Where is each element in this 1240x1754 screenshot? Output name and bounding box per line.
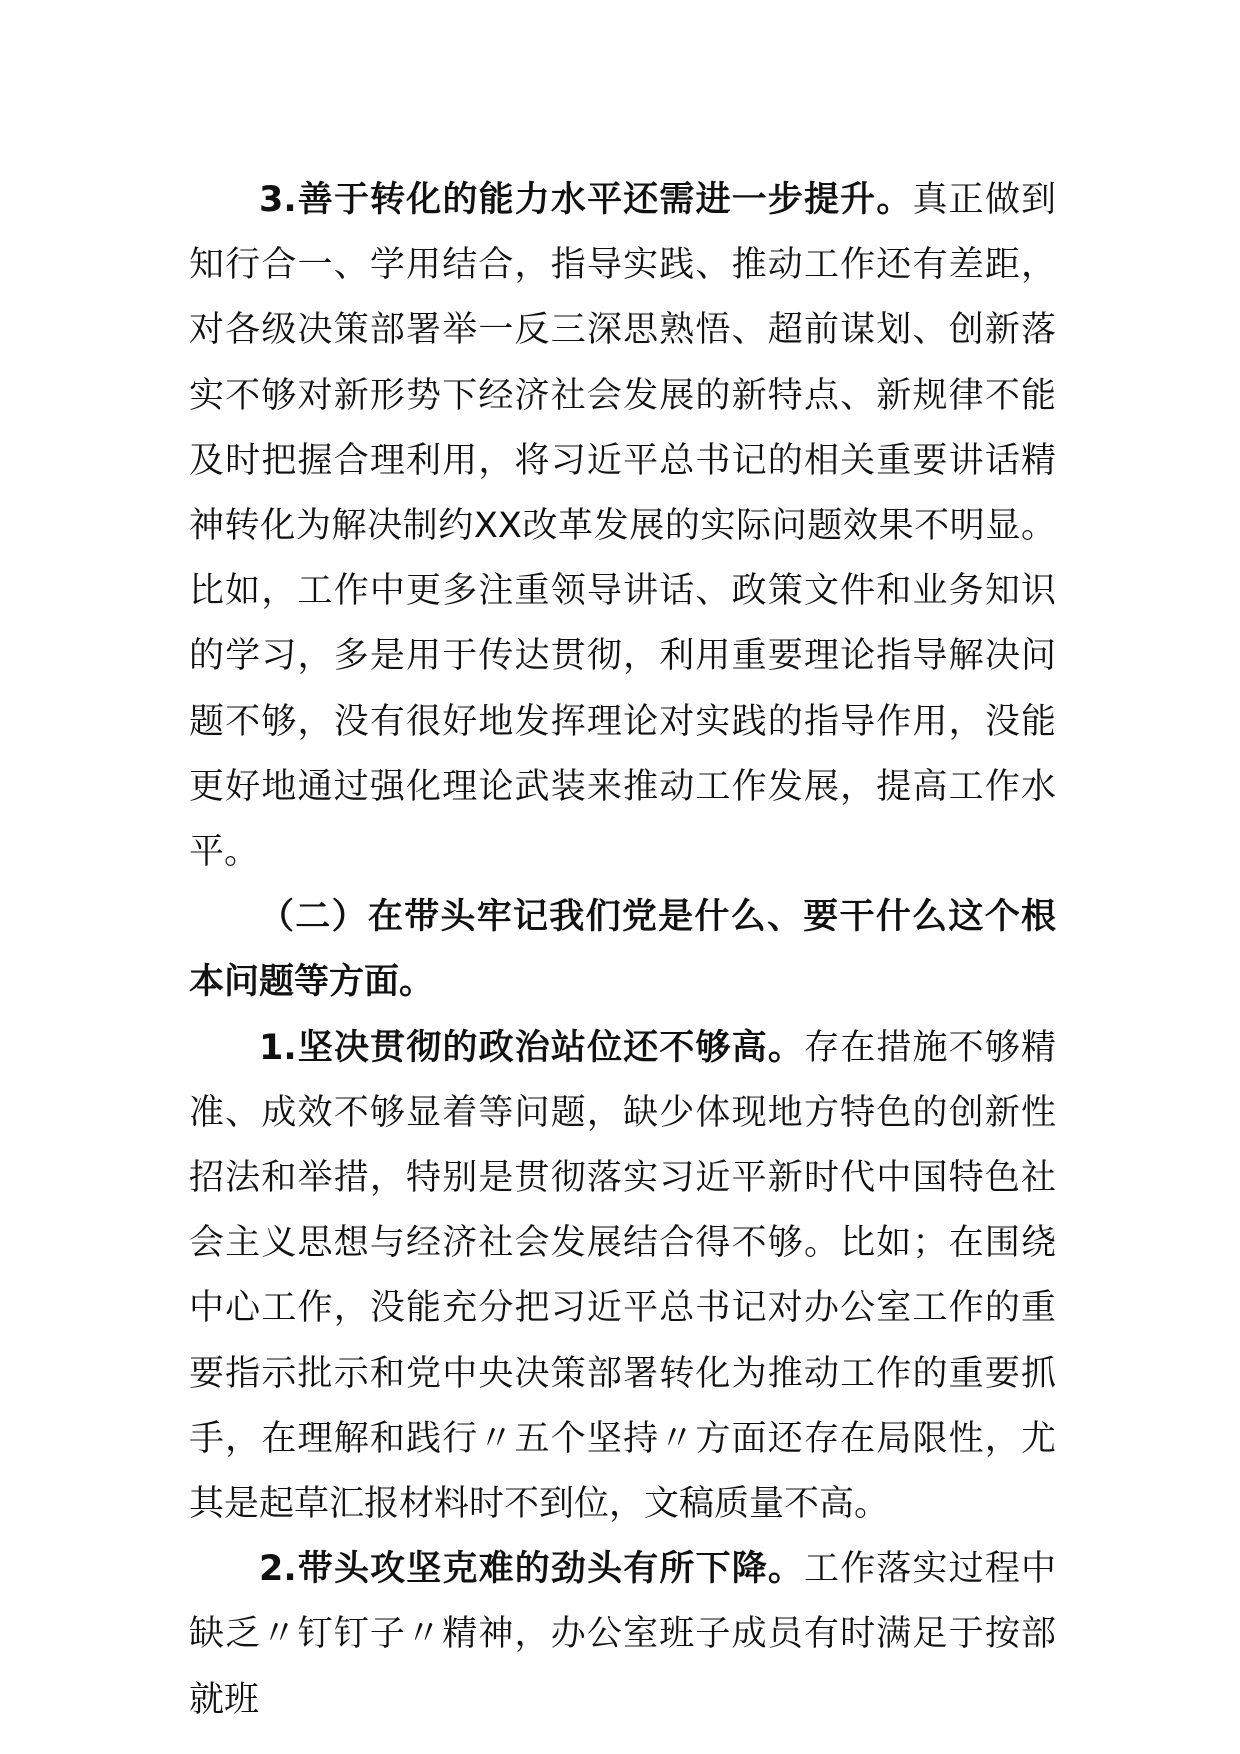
paragraph-body: 存在措施不够精准、成效不够显着等问题，缺少体现地方特色的创新性招法和举措，特别是贯彻落实习近平新时代中国特色社会主义思想与经济社会发展结合得不够。比如；在围绕中心工作，没能充分把习近平总书记对办公室工作的重要指示批示和党中央决策部署转化为推动工作的重要抓手，在理解和践行〃五个坚持〃方面还存在局限性，尤其是起草汇报材料时不到位，文稿质量不高。 [189, 1027, 1056, 1525]
paragraph-lead: 2.带头攻坚克难的劲头有所下降。 [259, 1549, 805, 1590]
section-heading: （二）在带头牢记我们党是什么、要干什么这个根本问题等方面。 [189, 897, 1056, 1003]
paragraph-political-stance [189, 1016, 1056, 1538]
paragraph-lead: 3.善于转化的能力水平还需进一步提升。 [259, 180, 913, 220]
paragraph-capability-transform [189, 168, 1056, 885]
paragraph-tackle-difficulties [189, 1537, 1056, 1720]
paragraph-body: 真正做到知行合一、学用结合，指导实践、推动工作还有差距，对各级决策部署举一反三深思熟悟、超前谋划、创新落实不够对新形势下经济社会发展的新特点、新规律不能及时把握合理利用，将习近平总书记的相关重要讲话精神转化为解决制约XX改革发展的实际问题效果不明显。比如，工作中更多注重领导讲话、政策文件和业务知识的学习，多是用于传达贯彻，利用重要理论指导解决问题不够，没有很好地发挥理论对实践的指导作用，没能更好地通过强化理论武装来推动工作发展，提高工作水平。 [189, 180, 1056, 873]
paragraph-body: 工作落实过程中缺乏〃钉钉子〃精神，办公室班子成员有时满足于按部就班 [189, 1549, 1056, 1720]
paragraph-lead: 1.坚决贯彻的政治站位还不够高。 [259, 1027, 805, 1068]
